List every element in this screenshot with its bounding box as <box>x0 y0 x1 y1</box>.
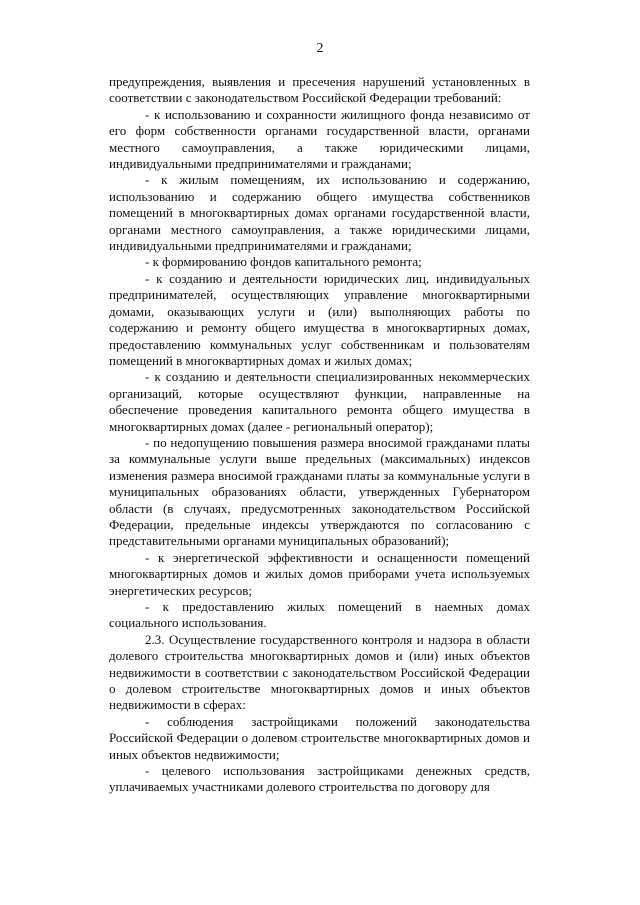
paragraph: - к жилым помещениям, их использованию и содержанию, использованию и содержанию общего имущества собственников помещений в многоквартирных домах органами государственной власти, органами местного самоуправления, а также юридическими лицами, индивидуальными предпринимателями и гражданами; <box>109 172 530 254</box>
document-body <box>109 74 530 796</box>
paragraph: - к созданию и деятельности специализированных некоммерческих организаций, которые осуществляют функции, направленные на обеспечение проведения капитального ремонта общего имущества в многоквартирных домах (далее - региональный оператор); <box>109 369 530 434</box>
paragraph: 2.3. Осуществление государственного контроля и надзора в области долевого строительства многоквартирных домов и (или) иных объектов недвижимости в соответствии с законодательством Российской Федерации о долевом строительстве многоквартирных домов и иных объектов недвижимости в сферах: <box>109 631 530 713</box>
paragraph: - целевого использования застройщиками денежных средств, уплачиваемых участниками долевого строительства по договору для <box>109 763 530 795</box>
paragraph: - к созданию и деятельности юридических лиц, индивидуальных предпринимателей, осуществляющих управление многоквартирными домами, оказывающих услуги и (или) выполняющих работы по содержанию и ремонту общего имущества в многоквартирных домах, предоставлению коммунальных услуг собственникам и пользователям помещений в многоквартирных домах и жилых домах; <box>109 270 530 368</box>
paragraph: - соблюдения застройщиками положений законодательства Российской Федерации о долевом строительстве многоквартирных домов и иных объектов недвижимости; <box>109 713 530 762</box>
page-number: 2 <box>316 41 324 56</box>
paragraph: - по недопущению повышения размера вносимой гражданами платы за коммунальные услуги выше предельных (максимальных) индексов изменения размера вносимой гражданами платы за коммунальные услуги в муниципальных образованиях области, утвержденных Губернатором области (в случаях, предусмотренных законодательством Российской Федерации, предельные индексы утверждаются по согласованию с представительными органами муниципальных образований); <box>109 434 530 549</box>
paragraph: - к формированию фондов капитального ремонта; <box>145 254 422 270</box>
paragraph: - к использованию и сохранности жилищного фонда независимо от его форм собственности органами государственной власти, органами местного самоуправления, а также юридическими лицами, индивидуальными предпринимателями и гражданами; <box>109 106 530 172</box>
paragraph: - к предоставлению жилых помещений в наемных домах социального использования. <box>109 599 530 631</box>
paragraph: - к энергетической эффективности и оснащенности помещений многоквартирных домов и жилых домов приборами учета используемых энергетических ресурсов; <box>109 549 530 598</box>
paragraph: предупреждения, выявления и пресечения нарушений установленных в соответствии с законодательством Российской Федерации требований: <box>109 74 530 106</box>
